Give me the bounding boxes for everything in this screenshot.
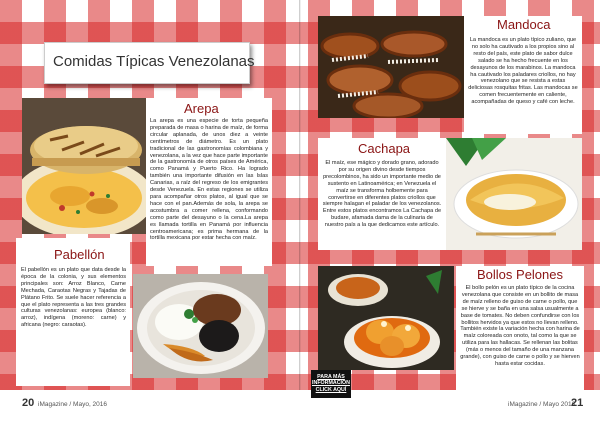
arepa-photo xyxy=(22,98,146,234)
arepa-heading: Arepa xyxy=(184,101,219,116)
pabellon-heading: Pabellón xyxy=(54,247,105,262)
pabellon-text: El pabellón es un plato que data desde la época de la colonia, y sus elementos principales son: Arroz Blanco, Carne Mechada, Caraotas Negras y Tajadas de Plátano Frito. Se suele hacer referencia a que el plato representa a las tres grandes culturas venezolanas: europea (blanco: arroz), indígena (moreno: carne) y africana (negro: caraotas). xyxy=(21,267,126,329)
bollos-text: El bollo pelón es un plato típico de la cocina venezolana que consiste en un bollito de masa de maíz relleno de guiso de carne o pollo, que se hierve y se baña en una salsa usualmente a base de tomates. No deben confundirse con los bollitos hervidos ya que estos no llevan relleno. También existe la variación hecha con harina de maíz coloreada con onoto, tal como la que se utiliza para las hallacas. Se rellenan las bolitas (más o menos del tamaño de una manzana grande), con guiso de carne o pollo y se hierven hasta estar cocidas. xyxy=(460,285,580,367)
pabellon-photo xyxy=(133,274,268,378)
mandoca-heading: Mandoca xyxy=(497,17,551,32)
arepa-text: La arepa es una especie de torta pequeña preparada de masa o harina de maíz, de forma circular aplanada, de unos diez a veinte centímetros de diámetro. Es un plato tradicional de las gastronomías colombiana y venezolana, a la vez que hace parte importante de la gastronomía de otros países de América, como Panamá y Puerto Rico. Ha logrado también una importante difusión en las Islas Canarias, a raíz del regreso de los emigrantes desde Venezuela. En estas regiones se utiliza para acompañar otros platos, al igual que se hace con el pan.Además de sola, la arepa se acostumbra a comer rellena, conformando como parte del desayuno o la cena.La arepa es llamada tortilla en Panamá por influencia centroamericana; es prima hermana de la tortilla mexicana por estar hecha con maíz. xyxy=(150,118,268,242)
right-footer-magazine: iMagazine / Mayo 2016 xyxy=(508,401,576,408)
more-info-line2: INFORMACIÓN xyxy=(312,380,350,387)
left-page-number: 20 xyxy=(22,397,35,409)
bollos-heading: Bollos Pelones xyxy=(477,267,563,282)
cachapa-heading: Cachapa xyxy=(358,141,411,156)
left-footer-magazine: iMagazine / Mayo, 2016 xyxy=(38,401,108,408)
mandoca-photo xyxy=(318,16,464,118)
bollos-photo xyxy=(318,266,454,370)
page-title: Comidas Típicas Venezolanas xyxy=(53,53,255,70)
page-title-box xyxy=(44,42,255,84)
mandoca-text: La mandoca es un plato típico zuliano, que no solo ha cautivado a los propios sino al resto del país, este plato de sabor dulce salado se ha hecho frecuente en los desayunos de los marabinos. La mandoca ha cautivado los paladares criollos, no hay venezolano que se resista a estas deliciosas rosquitas fritas. Las mandocas se comen frecuentemente en caliente, acompañadas de queso y café con leche. xyxy=(468,37,578,106)
more-info-line3: CLICK AQUÍ xyxy=(315,386,347,393)
more-info-link[interactable] xyxy=(311,370,351,398)
cachapa-text: El maíz, ese mágico y dorado grano, adorado por su origen divino desde tiempos precolombinos, ha sido un importante medio de sustento en Latinoamérica; en Venezuela el maíz se transforma holbemente para convertirse en diferentes platos criollos que siempre halagan el paladar de los venezolanos. Entre estos platos encontramos La Cachapa de budare, afamada dama de la culinaria de nuestro país a la que dedicamos este artículo. xyxy=(322,160,442,229)
cachapa-photo xyxy=(446,138,582,250)
page-spine xyxy=(299,0,301,424)
right-page-number: 21 xyxy=(571,397,584,409)
more-info-line1: PARA MÁS xyxy=(317,374,345,380)
